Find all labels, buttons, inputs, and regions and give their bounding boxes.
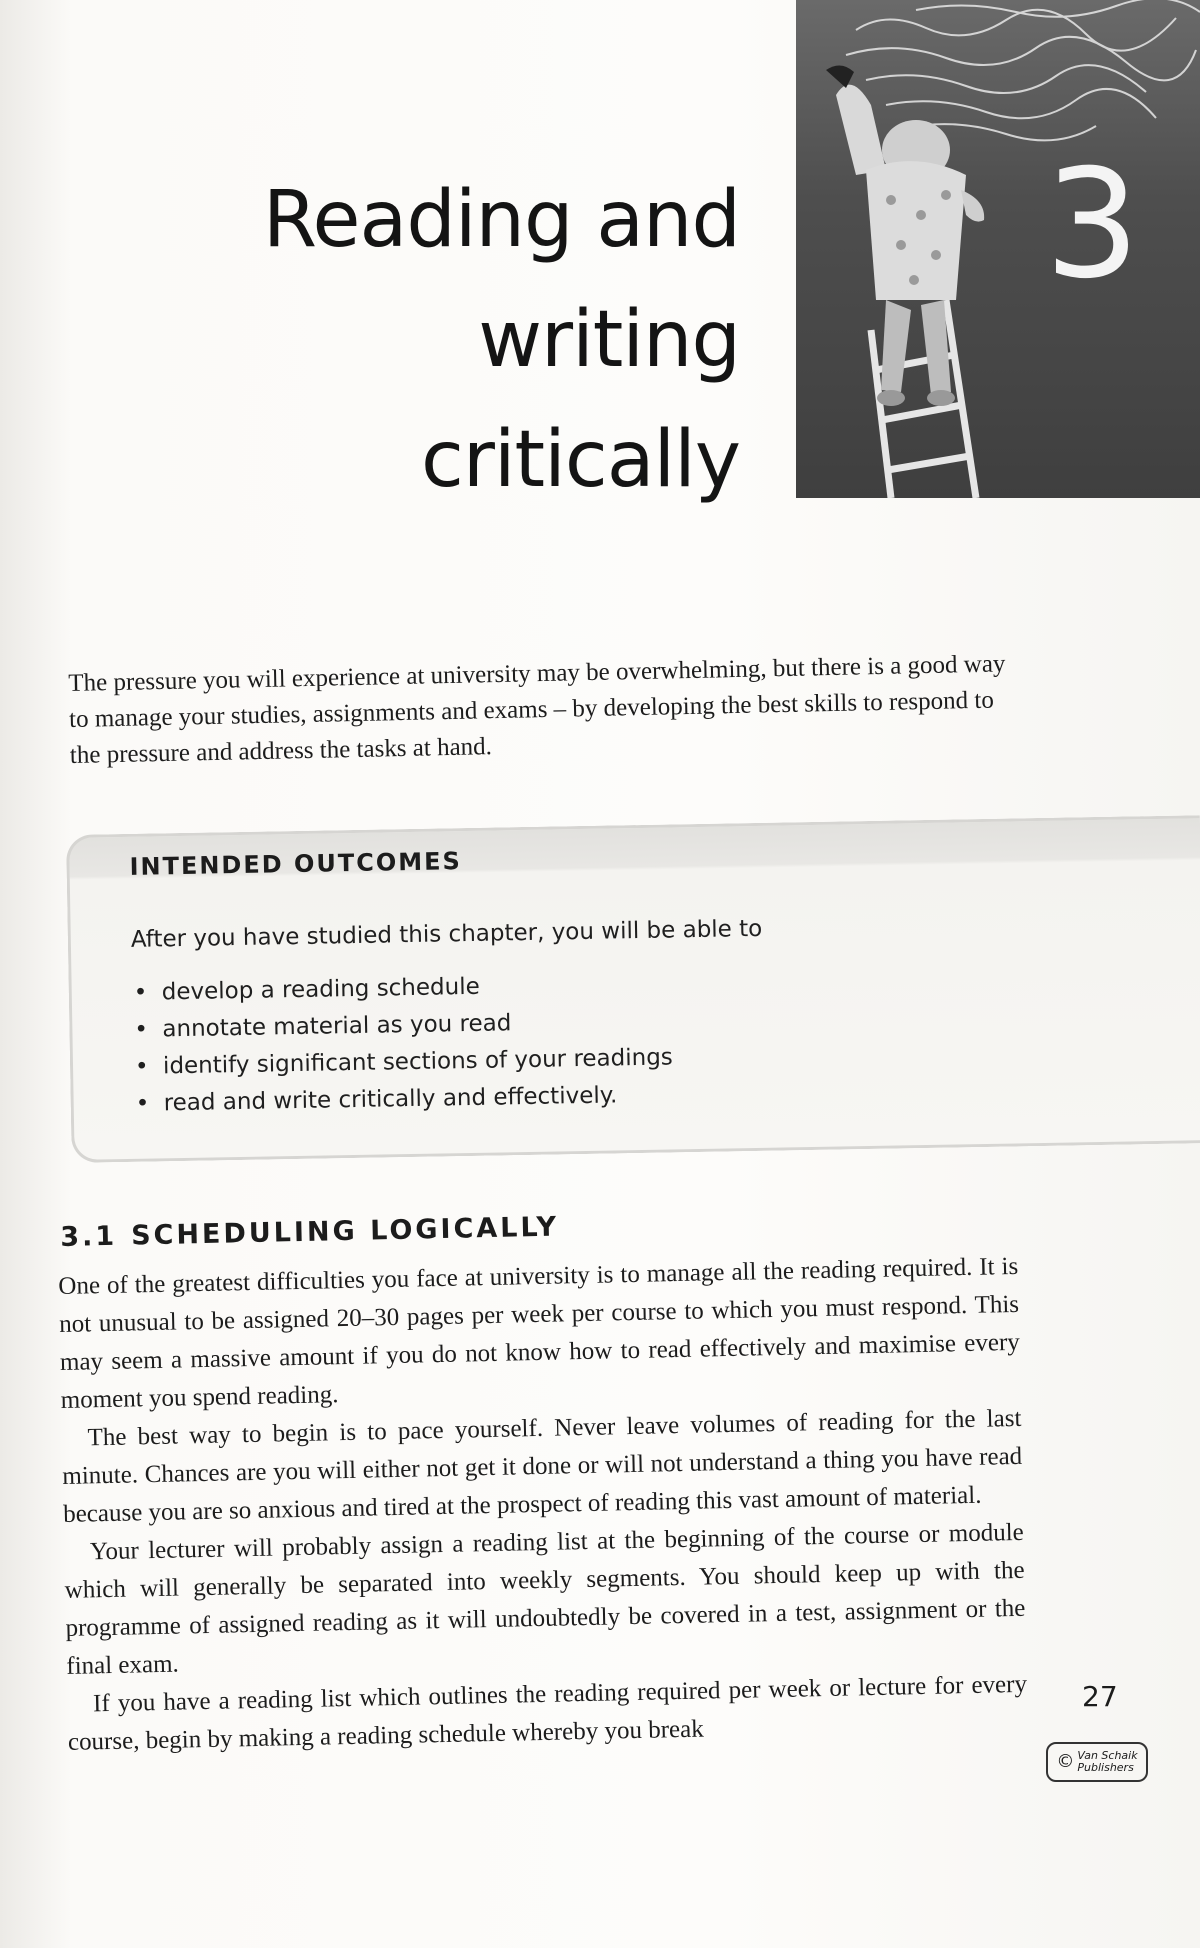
outcome-item: • develop a reading schedule [131, 965, 671, 1011]
outcomes-lead: After you have studied this chapter, you will be able to [130, 915, 763, 953]
publisher-name-line-2: Publishers [1077, 1761, 1134, 1774]
outcomes-list [131, 965, 673, 1122]
chapter-title [150, 160, 740, 520]
outcome-item: • read and write critically and effectively. [133, 1076, 673, 1122]
copyright-icon: © [1056, 1751, 1075, 1772]
chapter-title-line-1: Reading and [262, 175, 740, 265]
section-heading [60, 1212, 559, 1253]
outcome-item: • annotate material as you read [132, 1002, 672, 1048]
outcome-item: • identify significant sections of your readings [133, 1039, 673, 1085]
section-body [58, 1248, 1028, 1762]
chapter-title-line-2: writing critically [420, 295, 740, 505]
outcomes-heading: INTENDED OUTCOMES [129, 847, 463, 881]
chapter-illustration [796, 0, 1200, 498]
section-number: 3.1 [60, 1220, 118, 1253]
section-title: SCHEDULING LOGICALLY [130, 1211, 560, 1252]
body-paragraph: Your lecturer will probably assign a reading list at the beginning of the course or module which will generally be separated into weekly segments. You should keep up with the programme of assigned reading as it will undoubtedly be covered in a test, assignment or the final exam. [64, 1518, 1026, 1680]
page-number: 27 [1082, 1680, 1118, 1713]
intended-outcomes-box [66, 815, 1200, 1163]
publisher-name-line-1: Van Schaik [1077, 1749, 1138, 1762]
body-paragraph: The best way to begin is to pace yourself. Never leave volumes of reading for the last minute. Chances are you will either not get it done or will not understand a thing you have read because you are so anxious and tired at the prospect of reading this vast amount of material. [62, 1404, 1023, 1528]
intro-paragraph: The pressure you will experience at university may be overwhelming, but there is a good way to manage your studies, assignments and exams – by developing the best skills to respond to the pressure and address the tasks at hand. [68, 650, 1006, 769]
publisher-logo [1046, 1742, 1148, 1782]
chapter-number: 3 [1044, 138, 1140, 312]
body-paragraph: One of the greatest difficulties you face at university is to manage all the reading required. It is not unusual to be assigned 20–30 pages per week per course to which you must respond. This may seem a massive amount if you do not know how to read effectively and maximise every moment you spend reading. [58, 1252, 1021, 1414]
body-paragraph: If you have a reading list which outlines the reading required per week or lecture for every course, begin by making a reading schedule whereby you break [67, 1670, 1028, 1756]
